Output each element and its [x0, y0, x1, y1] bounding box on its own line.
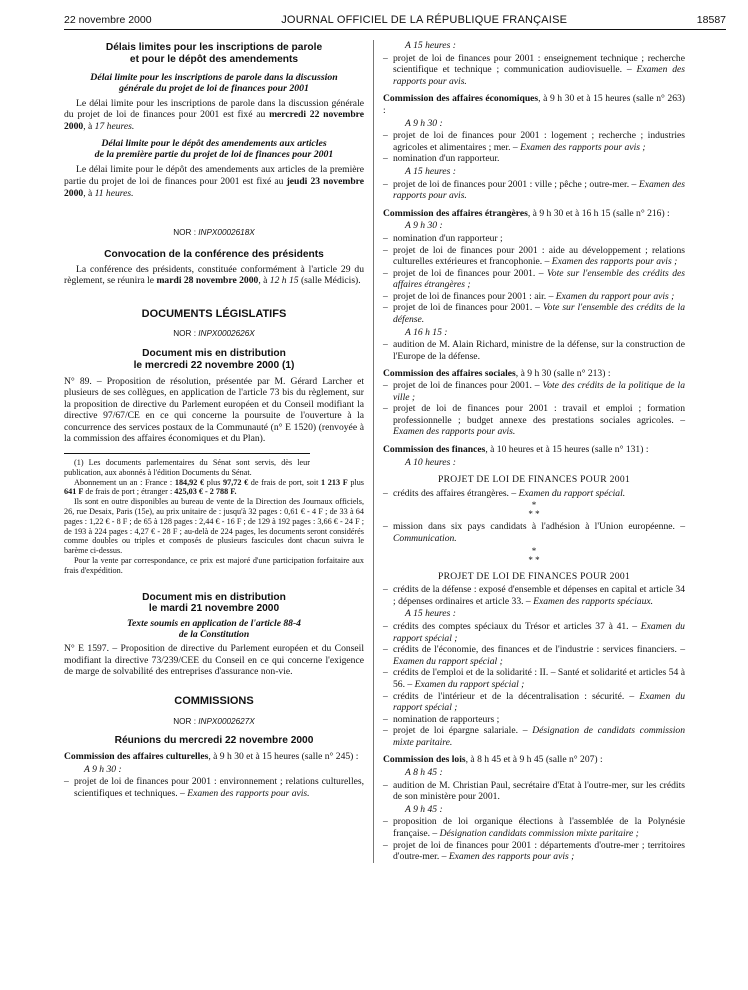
sale-prices: Ils sont en outre disponibles au bureau de vente de la Direction des Journaux officiels, 26, rue Desaix, Paris (15e), au prix unitaire de : jusqu'à 32 pages : 0,61 € - 4 F ; de 33 à 64 pages : 1,22 € - 8 F ; de 65 à 128 pages : 2,44 € - 16 F ; de 129 à 192 pages : 3,66 € - 24 F ; de 193 à 224 pages : 4,27 € - 28 F ; au-delà de 224 pages, les documents seront considérés comme doubles ou triples et composés de plusieurs fascicules dont chacun suivra le barème ci-dessus. — [64, 497, 364, 556]
document-89: N° 89. – Proposition de résolution, présentée par M. Gérard Larcher et plusieurs de ses collègues, en application de l'article 73 bis du règlement, sur la proposition de directive du Parlement européen et du Conseil modifiant la directive 97/67/CE en ce qui concerne la poursuite de l'ouverture à la concurrence des services postaux de la Communauté (n° E 1520) (renvoyée à la commission des affaires économiques et du Plan). — [64, 375, 364, 445]
agenda-item: – crédits de la défense : exposé d'ensemble et dépenses en capital et article 34 ; dépenses ordinaires et article 33. – Examen des rapports spéciaux. — [383, 584, 685, 607]
delais-amendements-text: Le délai limite pour le dépôt des amendements aux articles de la première partie du projet de loi de finances pour 2001 est fixé au jeudi 23 novembre 2000, à 11 heures. — [64, 164, 364, 199]
time-label: A 9 h 45 : — [405, 803, 443, 815]
agenda-item: – projet de loi de finances pour 2001 : enseignement technique ; recherche scientifique et technique ; communication audiovisuelle. – Examen des rapports pour avis. — [383, 53, 685, 88]
agenda-item: – nomination d'un rapporteur ; — [383, 233, 685, 245]
texte-subheading: Texte soumis en application de l'article 88-4 de la Constitution — [127, 618, 301, 641]
agenda-item: – projet de loi de finances pour 2001 : départements d'outre-mer ; territoires d'outre-mer. – Examen des rapports pour avis ; — [383, 840, 685, 863]
delais-parole-text: Le délai limite pour les inscriptions de parole dans la discussion générale du projet de loi de finances pour 2001 est fixé au mercredi 22 novembre 2000, à 17 heures. — [64, 97, 364, 132]
commission-sociales: Commission des affaires sociales, à 9 h 30 (salle n° 213) : — [383, 368, 611, 380]
delais-amendements-subheading: Délai limite pour le dépôt des amendements aux articles de la première partie du projet de loi de finances pour 2001 — [94, 138, 334, 161]
left-column — [64, 40, 374, 863]
reunions-heading: Réunions du mercredi 22 novembre 2000 — [114, 735, 314, 747]
time-label: A 8 h 45 : — [405, 767, 443, 779]
agenda-item: – projet de loi de finances pour 2001 : environnement ; relations culturelles, scientifiques et techniques. – Examen des rapports pour avis. — [64, 776, 364, 799]
footnote: (1) Les documents parlementaires du Sénat sont servis, dès leur publication, aux abonnés à l'édition Documents du Sénat. — [64, 453, 310, 478]
agenda-item: – projet de loi de finances pour 2001 : aide au développement ; relations culturelles extérieures et francophonie. – Examen des rapports pour avis ; — [383, 245, 685, 268]
agenda-item: – crédits de l'intérieur et de la décentralisation : sécurité. – Examen du rapport spécial ; — [383, 691, 685, 714]
nor-reference: NOR : INPX0002618X — [173, 228, 255, 238]
agenda-item: – nomination de rapporteurs ; — [383, 714, 685, 726]
agenda-item: – nomination d'un rapporteur. — [383, 153, 685, 165]
nor-reference: NOR : INPX0002626X — [173, 329, 255, 339]
commission-etrangeres: Commission des affaires étrangères, à 9 h 30 et à 16 h 15 (salle n° 216) : — [383, 207, 670, 219]
delais-parole-subheading: Délai limite pour les inscriptions de parole dans la discussion générale du projet de loi de finances pour 2001 — [90, 71, 338, 94]
commission-economiques: Commission des affaires économiques, à 9 h 30 et à 15 heures (salle n° 263) : — [383, 93, 685, 116]
agenda-item: – projet de loi de finances pour 2001. – Vote sur l'ensemble des crédits des affaires étrangères ; — [383, 268, 685, 291]
agenda-item: – proposition de loi organique élections à l'assemblée de la Polynésie française. – Désignation candidats commission mixte paritaire ; — [383, 816, 685, 839]
time-label: A 10 heures : — [405, 456, 456, 468]
agenda-item: – projet de loi épargne salariale. – Désignation de candidats commission mixte paritaire. — [383, 725, 685, 748]
star-separator: * * * — [528, 500, 540, 520]
agenda-item: – projet de loi de finances pour 2001. – Vote des crédits de la politique de la ville ; — [383, 380, 685, 403]
nor-reference: NOR : INPX0002627X — [173, 716, 255, 726]
agenda-item: – crédits de l'emploi et de la solidarité : II. – Santé et solidarité et articles 54 à 56. – Examen du rapport spécial ; — [383, 667, 685, 690]
star-separator: * * * — [528, 545, 540, 565]
commissions-heading: COMMISSIONS — [174, 695, 254, 708]
distribution-heading: Document mis en distribution le mercredi 22 novembre 2000 (1) — [133, 347, 295, 371]
documents-heading: DOCUMENTS LÉGISLATIFS — [141, 307, 287, 320]
agenda-item: – projet de loi de finances pour 2001. – Vote sur l'ensemble des crédits de la défense. — [383, 302, 685, 325]
agenda-item: – projet de loi de finances pour 2001 : ville ; pêche ; outre-mer. – Examen des rapports pour avis. — [383, 179, 685, 202]
page-number: 18587 — [696, 14, 726, 26]
right-column — [374, 40, 685, 863]
convocation-text: La conférence des présidents, constituée conformément à l'article 29 du règlement, se réunira le mardi 28 novembre 2000, à 12 h 15 (salle Médicis). — [64, 263, 364, 287]
time-label: A 9 h 30 : — [84, 763, 122, 775]
agenda-item: – projet de loi de finances pour 2001 : logement ; recherche ; industries agricoles et alimentaires ; mer. – Examen des rapports pour avis ; — [383, 130, 685, 153]
journal-title: JOURNAL OFFICIEL DE LA RÉPUBLIQUE FRANÇAISE — [281, 14, 568, 26]
agenda-item: – audition de M. Alain Richard, ministre de la défense, sur la construction de l'Europe de la défense. — [383, 339, 685, 362]
page-header — [64, 14, 726, 30]
shipping-note: Pour la vente par correspondance, ce prix est majoré d'une participation forfaitaire aux frais d'expédition. — [64, 556, 364, 575]
commission-finances: Commission des finances, à 10 heures et à 15 heures (salle n° 131) : — [383, 444, 649, 455]
agenda-item: – mission dans six pays candidats à l'adhésion à l'Union européenne. – Communication. — [383, 521, 685, 544]
footnote-body — [64, 478, 364, 576]
agenda-item: – crédits de l'économie, des finances et de l'industrie : services financiers. – Examen du rapport spécial ; — [383, 644, 685, 667]
distribution-heading: Document mis en distribution le mardi 21 novembre 2000 — [142, 591, 286, 615]
time-label: A 9 h 30 : — [405, 220, 443, 232]
agenda-item: – crédits des affaires étrangères. – Examen du rapport spécial. — [383, 488, 685, 500]
section-heading: PROJET DE LOI DE FINANCES POUR 2001 — [437, 474, 631, 486]
subscription-prices: Abonnement un an : France : 184,92 € plus 97,72 € de frais de port, soit 1 213 F plus 641 F de frais de port ; étranger : 425,03 € - 2 788 F. — [64, 477, 364, 497]
section-heading: PROJET DE LOI DE FINANCES POUR 2001 — [437, 570, 631, 582]
agenda-item: – audition de M. Christian Paul, secrétaire d'Etat à l'outre-mer, sur les crédits de son ministère pour 2001. — [383, 780, 685, 803]
time-label: A 9 h 30 : — [405, 117, 443, 129]
convocation-heading: Convocation de la conférence des présidents — [104, 248, 324, 260]
time-label: A 15 heures : — [405, 608, 456, 620]
time-label: A 16 h 15 : — [405, 326, 448, 338]
time-label: A 15 heures : — [405, 165, 456, 177]
commission-lois: Commission des lois, à 8 h 45 et à 9 h 45 (salle n° 207) : — [383, 754, 603, 766]
agenda-item: – projet de loi de finances pour 2001 : travail et emploi ; formation professionnelle ; budget annexe des prestations sociales agricoles. – Examen des rapports pour avis. — [383, 403, 685, 438]
delais-heading: Délais limites pour les inscriptions de parole et pour le dépôt des amendements — [105, 42, 323, 65]
agenda-item: – projet de loi de finances pour 2001 : air. – Examen du rapport pour avis ; — [383, 291, 685, 303]
time-label: A 15 heures : — [405, 40, 456, 51]
agenda-item: – crédits des comptes spéciaux du Trésor et articles 37 à 41. – Examen du rapport spécial ; — [383, 621, 685, 644]
header-date: 22 novembre 2000 — [64, 14, 152, 26]
document-e1597: N° E 1597. – Proposition de directive du Parlement européen et du Conseil modifiant la directive 73/239/CEE du Conseil en ce qui concerne l'exigence de marge de solvabilité des entreprises d'assurance non-vie. — [64, 643, 364, 678]
commission-culturelles: Commission des affaires culturelles, à 9 h 30 et à 15 heures (salle n° 245) : — [64, 751, 359, 762]
